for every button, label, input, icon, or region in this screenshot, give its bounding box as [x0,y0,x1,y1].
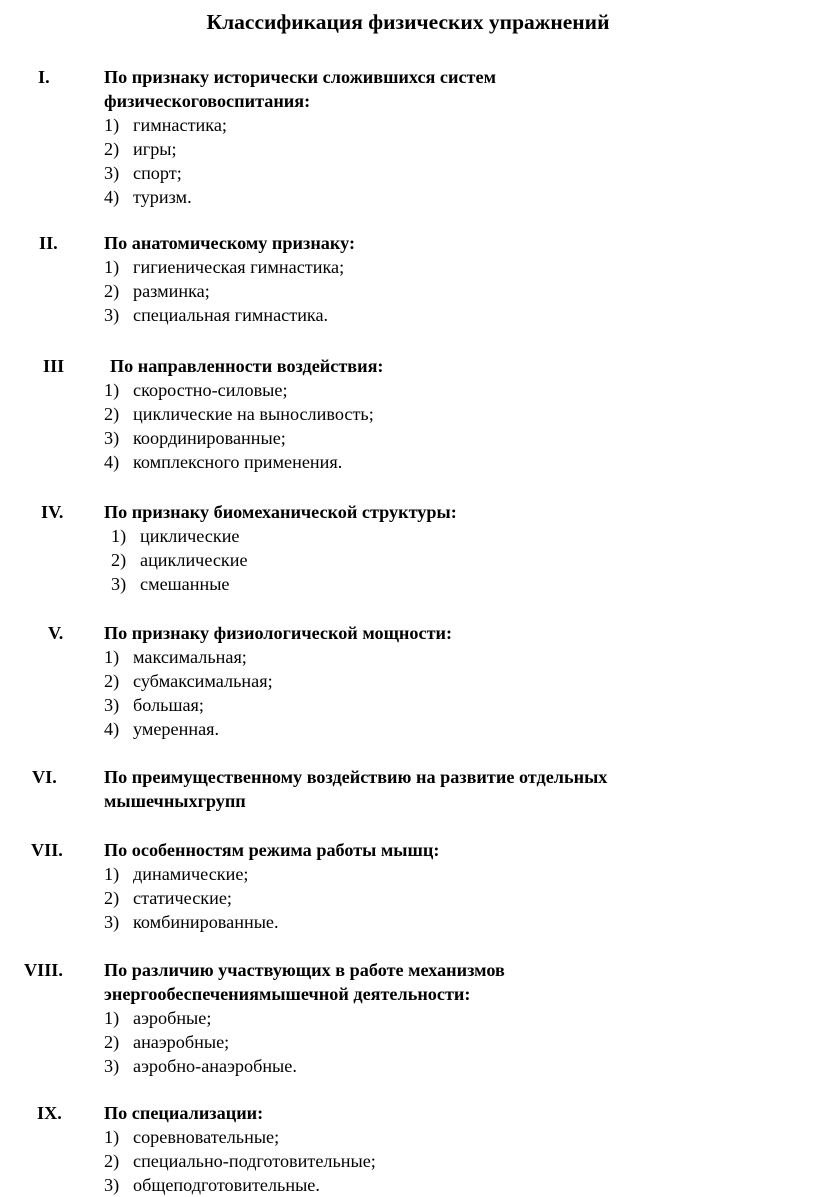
list-item-number: 4) [104,187,120,207]
section-6 [0,765,816,813]
list-item-text: ациклические [140,550,248,570]
list-item-number: 1) [104,1008,120,1028]
section-heading [0,500,816,524]
list-item-text: умеренная. [133,719,220,739]
list-item [0,1054,816,1078]
item-list [0,255,816,327]
list-item-text: циклические [140,526,240,546]
section-heading-text: По различию участвующих в работе механизмов [104,960,505,980]
list-item-text: комплексного применения. [133,452,343,472]
section-heading-text: По признаку биомеханической структуры: [104,502,457,522]
list-item-text: специальная гимнастика. [133,305,329,325]
section-heading-text: физическоговоспитания: [104,91,311,111]
list-item-text: аэробно-анаэробные. [133,1056,297,1076]
list-item-number: 3) [104,163,120,183]
section-numeral: II. [39,233,58,253]
list-item [0,1030,816,1054]
section-heading-text: По признаку исторически сложившихся систем [104,67,496,87]
section-1 [0,65,816,209]
section-heading-text: По признаку физиологической мощности: [104,623,453,643]
list-item-number: 1) [104,115,120,135]
item-list [0,862,816,934]
list-item-number: 1) [104,1127,120,1147]
section-4 [0,500,816,596]
list-item-text: максимальная; [133,647,247,667]
list-item-text: аэробные; [133,1008,212,1028]
list-item [0,426,816,450]
list-item [0,1173,816,1197]
section-heading-text: энергообеспечениямышечной деятельности: [104,984,471,1004]
list-item-number: 3) [104,428,120,448]
section-8 [0,958,816,1078]
item-list [0,645,816,741]
section-heading [0,621,816,645]
section-heading-text: По анатомическому признаку: [104,233,356,253]
list-item [0,185,816,209]
list-item-text: комбинированные. [133,912,279,932]
list-item-number: 1) [104,380,120,400]
list-item-number: 1) [104,647,120,667]
list-item [0,572,816,596]
section-numeral: IV. [41,502,64,522]
section-heading [0,982,816,1006]
list-item [0,255,816,279]
section-numeral: I. [38,67,50,87]
list-item-number: 3) [104,305,120,325]
list-item-number: 2) [111,550,127,570]
list-item [0,113,816,137]
list-item [0,303,816,327]
section-5 [0,621,816,741]
list-item-number: 2) [104,139,120,159]
list-item-text: смешанные [140,574,230,594]
list-item-number: 2) [104,671,120,691]
list-item [0,862,816,886]
list-item-number: 1) [111,526,127,546]
list-item-number: 1) [104,257,120,277]
section-heading-text: По направленности воздействия: [110,356,384,376]
list-item-number: 3) [111,574,127,594]
list-item [0,693,816,717]
list-item [0,886,816,910]
section-heading [0,958,816,982]
list-item-text: динамические; [133,864,249,884]
list-item-number: 2) [104,888,120,908]
section-heading-text: По особенностям режима работы мышц: [104,840,440,860]
section-heading [0,789,816,813]
list-item [0,548,816,572]
list-item-number: 3) [104,912,120,932]
list-item-text: статические; [133,888,232,908]
list-item-number: 2) [104,281,120,301]
list-item-number: 2) [104,1032,120,1052]
item-list [0,113,816,209]
list-item-number: 2) [104,404,120,424]
item-list [0,524,816,596]
list-item-text: спорт; [133,163,182,183]
list-item-text: разминка; [133,281,210,301]
list-item [0,669,816,693]
list-item-text: гигиеническая гимнастика; [133,257,345,277]
section-7 [0,838,816,934]
section-numeral: IX. [37,1103,62,1123]
list-item-text: гимнастика; [133,115,227,135]
list-item-number: 2) [104,1151,120,1171]
list-item [0,137,816,161]
list-item-text: большая; [133,695,204,715]
page-title: Классификация физических упражнений [206,10,610,34]
list-item [0,279,816,303]
section-numeral: V. [48,623,64,643]
list-item [0,450,816,474]
section-heading [0,65,816,89]
section-numeral: VIII. [24,960,63,980]
list-item [0,1125,816,1149]
section-heading-text: По преимущественному воздействию на развитие отдельных [104,767,608,787]
section-heading [0,89,816,113]
list-item [0,378,816,402]
list-item-number: 3) [104,1175,120,1195]
section-2 [0,231,816,327]
list-item-text: туризм. [133,187,192,207]
list-item [0,717,816,741]
list-item-number: 4) [104,719,120,739]
item-list [0,378,816,474]
section-heading [0,765,816,789]
list-item [0,161,816,185]
list-item [0,645,816,669]
list-item-text: игры; [133,139,177,159]
section-heading [0,231,816,255]
section-heading [0,354,816,378]
list-item [0,1006,816,1030]
section-heading [0,1101,816,1125]
list-item-text: координированные; [133,428,286,448]
section-heading-text: мышечныхгрупп [104,791,246,811]
list-item-text: субмаксимальная; [133,671,273,691]
list-item-number: 3) [104,695,120,715]
section-3 [0,354,816,474]
section-numeral: VII. [31,840,63,860]
list-item-text: общеподготовительные. [133,1175,320,1195]
list-item-number: 3) [104,1056,120,1076]
list-item-text: соревновательные; [133,1127,280,1147]
list-item-text: анаэробные; [133,1032,230,1052]
section-heading-text: По специализации: [104,1103,264,1123]
list-item-number: 4) [104,452,120,472]
item-list [0,1125,816,1197]
list-item-text: специально-подготовительные; [133,1151,376,1171]
section-9 [0,1101,816,1197]
list-item [0,524,816,548]
list-item-number: 1) [104,864,120,884]
section-numeral: III [43,356,65,376]
list-item [0,910,816,934]
item-list [0,1006,816,1078]
list-item-text: циклические на выносливость; [133,404,374,424]
section-heading [0,838,816,862]
list-item [0,402,816,426]
list-item-text: скоростно-силовые; [133,380,288,400]
list-item [0,1149,816,1173]
section-numeral: VI. [32,767,57,787]
